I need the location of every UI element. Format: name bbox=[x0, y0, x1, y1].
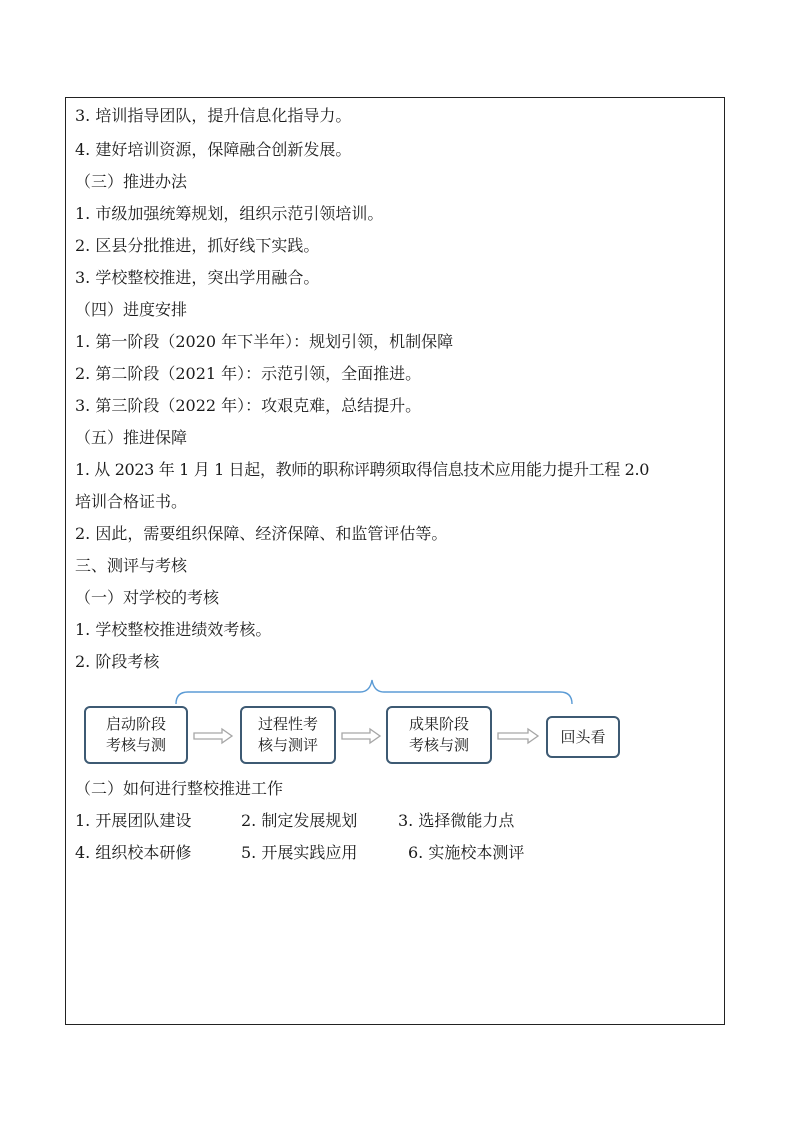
text-line: 1. 从 2023 年 1 月 1 日起，教师的职称评聘须取得信息技术应用能力提升工程 2.0 bbox=[75, 460, 650, 479]
chapter-heading: 三、测评与考核 bbox=[75, 556, 188, 575]
flow-step-3-box bbox=[386, 706, 492, 764]
text-line: 1. 第一阶段（2020 年下半年）：规划引领，机制保障 bbox=[75, 332, 454, 351]
section-heading: （二）如何进行整校推进工作 bbox=[75, 779, 284, 798]
flow-step-1-box bbox=[84, 706, 188, 764]
flow-step-4-box bbox=[546, 716, 620, 758]
flow-step-label: 启动阶段 bbox=[105, 715, 166, 733]
flow-arrow-icon bbox=[496, 726, 542, 746]
flow-step-label: 核与测评 bbox=[257, 736, 318, 754]
section-heading: （四）进度安排 bbox=[75, 300, 188, 319]
text-line: 4. 建好培训资源，保障融合创新发展。 bbox=[75, 140, 352, 159]
text-line: 3. 第三阶段（2022 年）：攻艰克难，总结提升。 bbox=[75, 396, 422, 415]
text-line: 1. 市级加强统筹规划，组织示范引领培训。 bbox=[75, 204, 384, 223]
flow-step-label: 成果阶段 bbox=[408, 715, 469, 733]
flow-step-label: 考核与测 bbox=[408, 736, 469, 754]
flow-step-2-box bbox=[240, 706, 336, 764]
list-item: 5. 开展实践应用 bbox=[241, 843, 358, 862]
text-line: 3. 学校整校推进，突出学用融合。 bbox=[75, 268, 320, 287]
flow-step-label: 考核与测 bbox=[105, 736, 166, 754]
text-line: 3. 培训指导团队，提升信息化指导力。 bbox=[75, 106, 352, 125]
list-item: 1. 开展团队建设 bbox=[75, 811, 192, 830]
section-heading: （五）推进保障 bbox=[75, 428, 188, 447]
list-item: 6. 实施校本测评 bbox=[408, 843, 525, 862]
list-item: 3. 选择微能力点 bbox=[398, 811, 515, 830]
list-item: 2. 制定发展规划 bbox=[241, 811, 358, 830]
list-item: 4. 组织校本研修 bbox=[75, 843, 192, 862]
text-line: 2. 第二阶段（2021 年）：示范引领，全面推进。 bbox=[75, 364, 422, 383]
text-line: 2. 区县分批推进，抓好线下实践。 bbox=[75, 236, 320, 255]
text-line: 2. 阶段考核 bbox=[75, 652, 160, 671]
flow-step-label: 回头看 bbox=[560, 727, 606, 746]
flow-arrow-icon bbox=[340, 726, 384, 746]
section-heading: （一）对学校的考核 bbox=[75, 588, 220, 607]
text-line: 培训合格证书。 bbox=[75, 492, 188, 511]
flow-step-label: 过程性考 bbox=[257, 715, 318, 733]
text-line: 2. 因此，需要组织保障、经济保障、和监管评估等。 bbox=[75, 524, 448, 543]
flow-arrow-icon bbox=[192, 726, 236, 746]
text-line: 1. 学校整校推进绩效考核。 bbox=[75, 620, 272, 639]
section-heading: （三）推进办法 bbox=[75, 172, 188, 191]
